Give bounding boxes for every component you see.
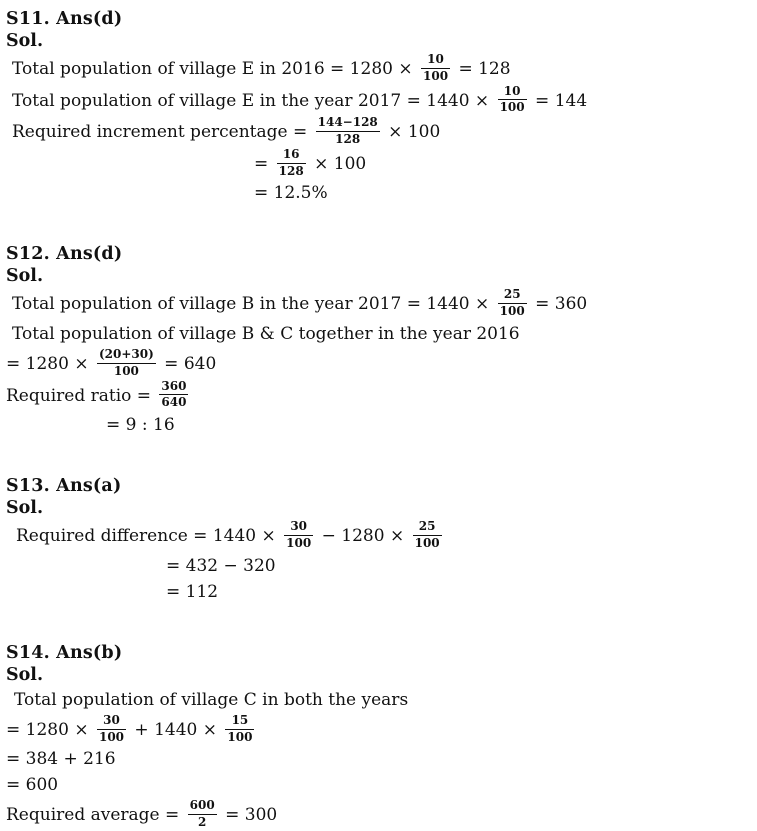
math-text: = 1280 ×: [6, 353, 94, 374]
math-line: [6, 581, 747, 604]
fraction-numerator: 360: [159, 380, 188, 396]
math-text: Total population of village E in the year 2017 = 1440 ×: [12, 90, 495, 111]
sol-label: Sol.: [6, 266, 44, 287]
math-line: [6, 555, 747, 578]
fraction-numerator: 30: [284, 520, 313, 536]
fraction: [225, 714, 254, 745]
fraction-numerator: 15: [225, 714, 254, 730]
math-line: [6, 774, 747, 797]
math-text: = 384 + 216: [6, 749, 116, 770]
fraction-denominator: 100: [414, 535, 440, 550]
math-text: = 9 : 16: [106, 415, 175, 436]
math-line: [6, 346, 747, 380]
math-line: [6, 800, 747, 831]
answer-heading: S14. Ans(b): [6, 642, 123, 663]
math-text: = 300: [219, 805, 278, 826]
fraction: [498, 288, 527, 319]
fraction: [159, 380, 188, 411]
math-text: Total population of village B in the year 2017 = 1440 ×: [12, 294, 495, 315]
math-text: Total population of village B & C together in the year 2016: [12, 323, 520, 344]
fraction-denominator: 100: [423, 68, 449, 83]
math-line: [6, 289, 747, 320]
fraction-numerator: 25: [498, 288, 527, 304]
fraction-numerator: 10: [421, 53, 450, 69]
math-line: [6, 323, 747, 346]
math-text: Total population of village C in both the years: [14, 689, 409, 710]
math-line: [6, 521, 747, 552]
math-text: + 1440 ×: [129, 719, 223, 740]
math-line: [6, 378, 747, 412]
math-line: [6, 712, 747, 746]
fraction-denominator: 100: [98, 729, 125, 744]
math-text: = 1280 ×: [6, 719, 94, 740]
fraction: [421, 53, 450, 84]
math-line: [6, 54, 747, 85]
math-line: [6, 146, 747, 180]
fraction: [284, 520, 313, 551]
sol-label: Sol.: [6, 664, 44, 685]
math-line: [6, 689, 747, 712]
fraction: [413, 520, 442, 551]
fraction: [97, 714, 126, 745]
math-text: = 360: [529, 294, 588, 315]
fraction-numerator: 16: [277, 148, 306, 164]
math-text: Required difference = 1440 ×: [16, 525, 282, 546]
fraction-denominator: 2: [198, 815, 207, 830]
fraction-numerator: (20+30): [97, 348, 156, 364]
math-line: [6, 414, 747, 437]
fraction-denominator: 128: [278, 163, 304, 178]
math-text: = 432 − 320: [166, 555, 276, 576]
solution-section-s13: [6, 475, 747, 604]
fraction-numerator: 25: [413, 520, 442, 536]
fraction-numerator: 10: [498, 85, 527, 101]
math-text: = 600: [6, 775, 59, 796]
math-text: = 112: [166, 581, 219, 602]
fraction-denominator: 100: [286, 535, 312, 550]
solution-section-s11: [6, 8, 747, 205]
fraction-denominator: 100: [499, 304, 525, 319]
math-text: = 128: [453, 58, 511, 79]
math-line: [6, 83, 747, 117]
fraction-denominator: 128: [335, 131, 361, 146]
math-text: = 12.5%: [254, 183, 328, 204]
fraction: [498, 85, 527, 116]
solution-section-s12: [6, 243, 747, 437]
math-line: [6, 182, 747, 205]
math-text: Required increment percentage =: [12, 121, 313, 142]
math-text: Required average =: [6, 805, 185, 826]
sol-label: Sol.: [6, 31, 44, 51]
math-line: [6, 748, 747, 771]
fraction-numerator: 30: [97, 714, 126, 730]
fraction-numerator: 144−128: [316, 116, 380, 132]
math-text: = 640: [158, 353, 217, 374]
sol-label: Sol.: [6, 498, 44, 519]
fraction: [97, 348, 156, 379]
math-text: × 100: [308, 153, 367, 174]
fraction-denominator: 100: [227, 729, 253, 744]
answer-heading: S11. Ans(d): [6, 9, 123, 29]
fraction-denominator: 100: [499, 100, 525, 115]
math-text: = 144: [529, 90, 588, 111]
fraction: [277, 148, 306, 179]
math-text: =: [254, 153, 274, 174]
solution-section-s14: [6, 642, 747, 831]
math-text: Required ratio =: [6, 385, 157, 406]
math-text: Total population of village E in 2016 = 1280 ×: [12, 58, 418, 79]
fraction-numerator: 600: [188, 799, 217, 815]
fraction: [188, 799, 217, 830]
answer-heading: S13. Ans(a): [6, 476, 122, 497]
answer-heading: S12. Ans(d): [6, 244, 123, 265]
math-text: − 1280 ×: [316, 525, 410, 546]
fraction-denominator: 100: [113, 363, 139, 378]
math-text: × 100: [382, 121, 441, 142]
fraction-denominator: 640: [161, 395, 187, 410]
fraction: [316, 116, 380, 147]
math-line: [6, 117, 747, 148]
